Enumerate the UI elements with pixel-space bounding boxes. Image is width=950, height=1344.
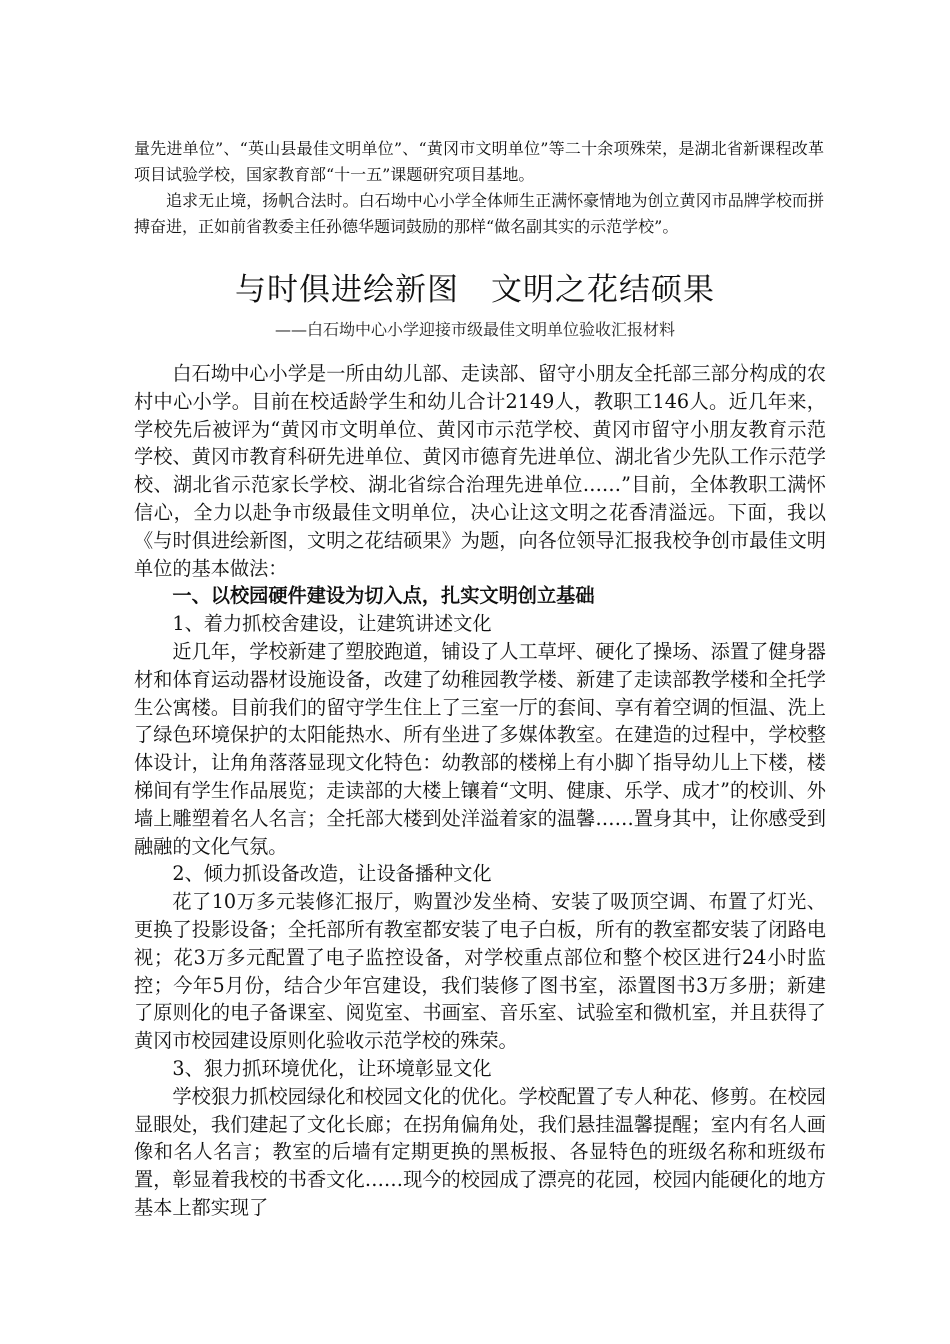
intro-paragraph: 白石坳中心小学是一所由幼儿部、走读部、留守小朋友全托部三部分构成的农村中心小学。目前在校适龄学生和幼儿合计2149人，教职工146人。近几年来，学校先后被评为“黄冈市文明单位、黄冈市示范学校、黄冈市留守小朋友教育示范学校、黄冈市教育科研先进单位、黄冈市德育先进单位、湖北省少先队工作示范学校、湖北省示范家长学校、湖北省综合治理先进单位……”目前，全体教职工满怀信心，全力以赴争市级最佳文明单位，决心让这文明之花香清溢远。下面，我以《与时俱进绘新图，文明之花结硕果》为题，向各位领导汇报我校争创市最佳文明单位的基本做法： bbox=[134, 362, 826, 580]
paragraph-buildings: 近几年，学校新建了塑胶跑道，铺设了人工草坪、硬化了操场、添置了健身器材和体育运动器材设施设备，改建了幼稚园教学楼、新建了走读部教学楼和全托学生公寓楼。目前我们的留守学生住上了三室一厅的套间、享有着空调的恒温、洗上了绿色环境保护的太阳能热水、所有坐进了多媒体教室。在建造的过程中，学校整体设计，让角角落落显现文化特色：幼教部的楼梯上有小脚丫指导幼儿上下楼，楼梯间有学生作品展览；走读部的大楼上镶着“文明、健康、乐学、成才”的校训、外墙上雕塑着名人名言；全托部大楼到处洋溢着家的温馨……置身其中，让你感受到融融的文化气氛。 bbox=[134, 639, 826, 858]
award-paragraph: 量先进单位”、“英山县最佳文明单位”、“黄冈市文明单位”等二十余项殊荣，是湖北省新课程改革项目试验学校，国家教育部“十一五”课题研究项目基地。 bbox=[134, 139, 824, 184]
subheading-2: 2、倾力抓设备改造，让设备播种文化 bbox=[172, 862, 492, 886]
paragraph-environment: 学校狠力抓校园绿化和校园文化的优化。学校配置了专人种花、修剪。在校园显眼处，我们建起了文化长廊；在拐角偏角处，我们悬挂温馨提醒；室内有名人画像和名人名言；教室的后墙有定期更换的黑板报、各显特色的班级名称和班级布置，彰显着我校的书香文化……现今的校园成了漂亮的花园，校园内能硬化的地方基本上都实现了 bbox=[134, 1084, 826, 1219]
article-body bbox=[134, 360, 826, 1222]
closing-paragraph: 追求无止境，扬帆合法时。白石坳中心小学全体师生正满怀豪情地为创立黄冈市品牌学校而拼搏奋进，正如前省教委主任孙德华题词鼓励的那样“做名副其实的示范学校”。 bbox=[134, 191, 824, 236]
article-title: 与时俱进绘新图 文明之花结硕果 bbox=[235, 272, 715, 308]
subheading-3: 3、狠力抓环境优化，让环境彰显文化 bbox=[172, 1056, 492, 1080]
paragraph-equipment: 花了10万多元装修汇报厅，购置沙发坐椅、安装了吸顶空调、布置了灯光、更换了投影设备；全托部所有教室都安装了电子白板，所有的教室都安装了闭路电视；花3万多元配置了电子监控设备，对学校重点部位和整个校区进行24小时监控；今年5月份，结合少年宫建设，我们装修了图书室，添置图书3万多册；新建了原则化的电子备课室、阅览室、书画室、音乐室、试验室和微机室，并且获得了黄冈市校园建设原则化验收示范学校的殊荣。 bbox=[134, 890, 826, 1053]
article-subtitle: ——白石坳中心小学迎接市级最佳文明单位验收汇报材料 bbox=[274, 320, 675, 339]
previous-section-tail bbox=[134, 136, 824, 240]
section-heading-1: 一、以校园硬件建设为切入点，扎实文明创立基础 bbox=[172, 584, 595, 608]
subheading-1: 1、着力抓校舍建设，让建筑讲述文化 bbox=[172, 612, 492, 636]
